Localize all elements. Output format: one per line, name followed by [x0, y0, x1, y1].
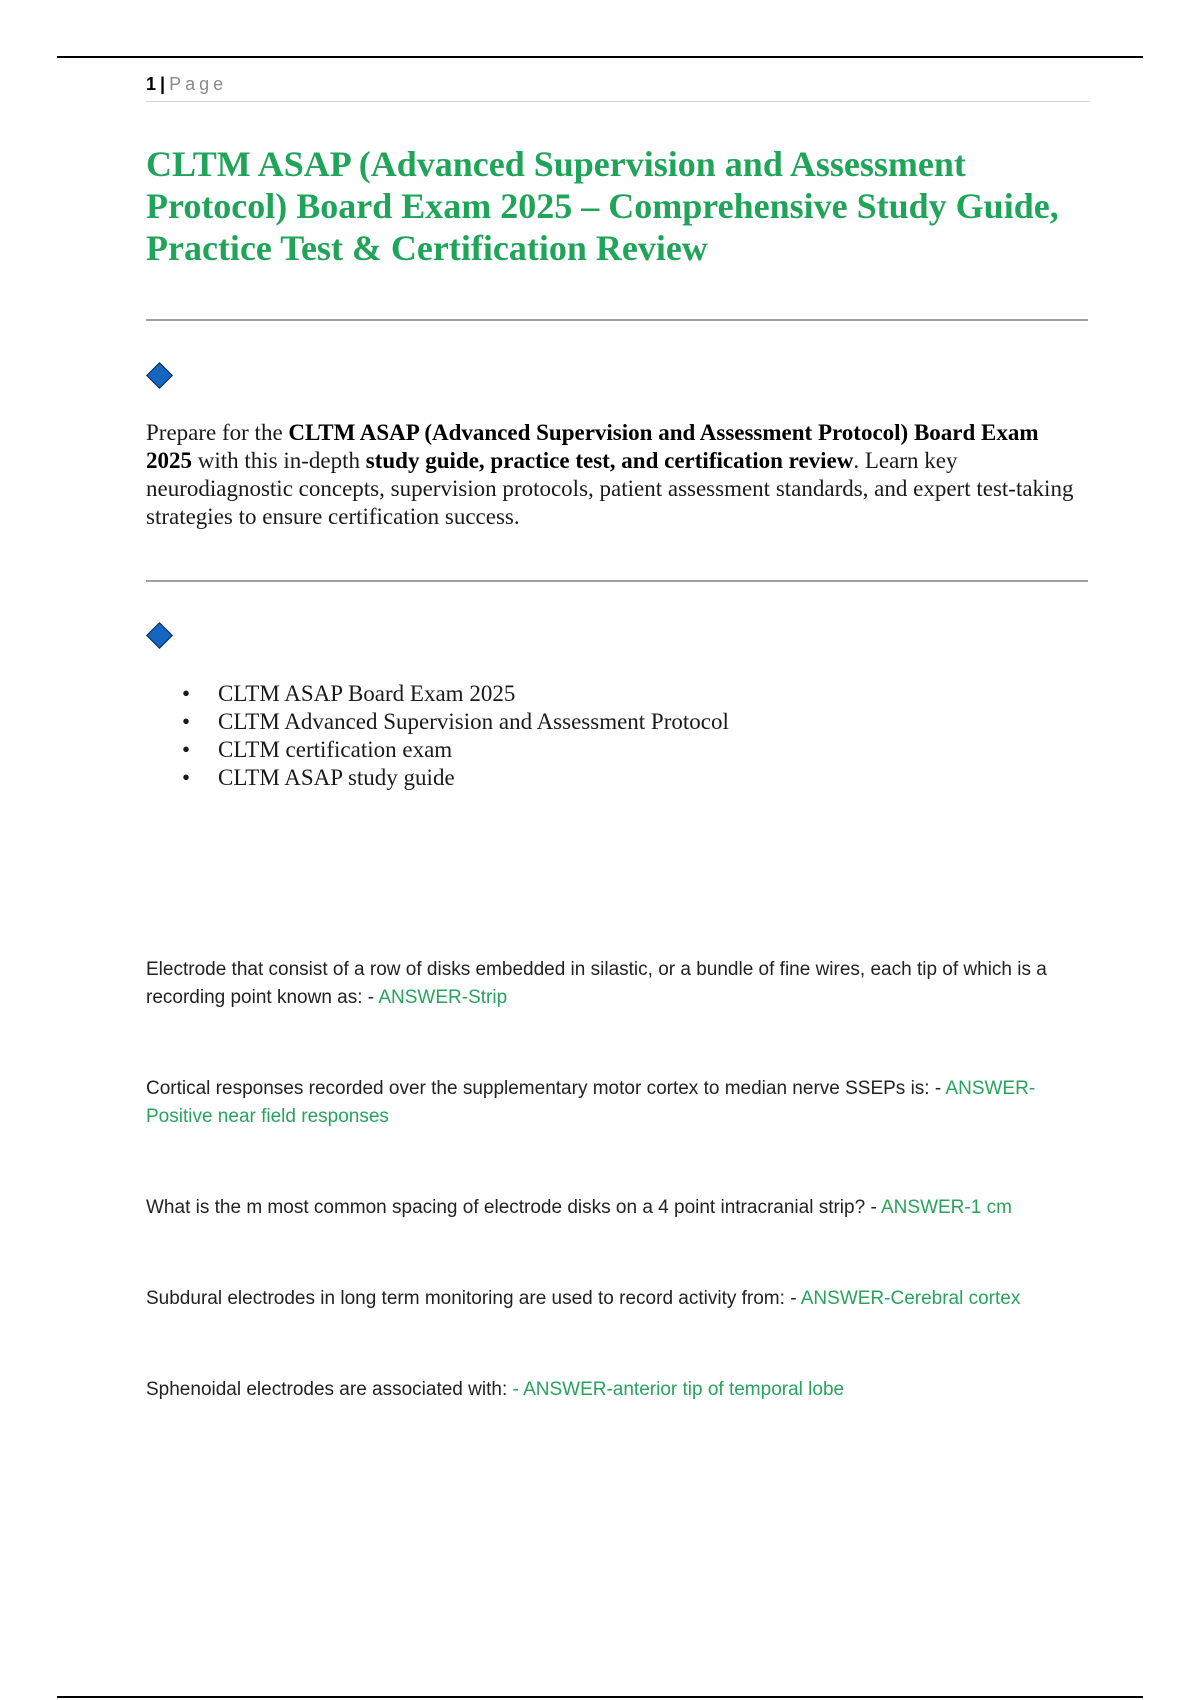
answer-text: - ANSWER-anterior tip of temporal lobe — [512, 1379, 845, 1400]
question-text: Electrode that consist of a row of disks embedded in silastic, or a bundle of fine wires, each tip of which is a recording point known as: - — [146, 959, 1047, 1008]
keyword-text: CLTM certification exam — [218, 737, 453, 762]
keyword-list — [146, 680, 729, 792]
qa-item — [146, 956, 1090, 1012]
qa-item — [146, 1075, 1090, 1131]
bullet-icon: • — [182, 709, 191, 734]
keyword-text: CLTM ASAP study guide — [218, 765, 455, 790]
section-divider — [146, 319, 1088, 321]
qa-item — [146, 1285, 1090, 1313]
header-divider — [146, 101, 1090, 102]
list-item — [146, 736, 729, 764]
keyword-text: CLTM ASAP Board Exam 2025 — [218, 681, 516, 706]
qa-item — [146, 1194, 1090, 1222]
bullet-icon: • — [182, 681, 191, 706]
section-divider — [146, 580, 1088, 582]
answer-text: ANSWER-Strip — [378, 987, 508, 1008]
page-separator: | — [160, 74, 166, 94]
intro-text: . Learn key neurodiagnostic concepts, supervision protocols, patient assessment standards, and expert test-taking strategies to ensure certification success. — [146, 448, 1074, 529]
blue-diamond-icon — [146, 622, 173, 649]
bullet-icon: • — [182, 737, 191, 762]
qa-item — [146, 1376, 1090, 1404]
answer-text: ANSWER-1 cm — [881, 1197, 1012, 1218]
page-number: 1 — [146, 74, 157, 94]
answer-text: ANSWER-Positive near field responses — [146, 1078, 1036, 1127]
page-bottom-border — [57, 1696, 1143, 1698]
blue-diamond-icon — [146, 362, 173, 389]
document-title: CLTM ASAP (Advanced Supervision and Assessment Protocol) Board Exam 2025 – Comprehensive Study Guide, Practice Test & Certification Review — [146, 144, 1059, 268]
intro-bold-resources: study guide, practice test, and certification review — [365, 448, 854, 473]
list-item — [146, 764, 729, 792]
question-text: Cortical responses recorded over the supplementary motor cortex to median nerve SSEPs is: - — [146, 1078, 946, 1099]
intro-text: Prepare for the — [146, 420, 289, 445]
page-label: Page — [169, 74, 228, 94]
page-header — [146, 74, 1090, 95]
list-item — [146, 680, 729, 708]
intro-bold-exam-name: CLTM ASAP (Advanced Supervision and Assessment Protocol) Board Exam 2025 — [146, 420, 1039, 473]
page-top-border — [57, 56, 1143, 58]
keyword-text: CLTM Advanced Supervision and Assessment Protocol — [218, 709, 729, 734]
intro-text: with this in-depth — [192, 448, 366, 473]
bullet-icon: • — [182, 765, 191, 790]
intro-paragraph — [146, 419, 1076, 531]
question-text: What is the m most common spacing of electrode disks on a 4 point intracranial strip? - — [146, 1197, 881, 1218]
list-item — [146, 708, 729, 736]
answer-text: ANSWER-Cerebral cortex — [800, 1288, 1021, 1309]
question-text: Sphenoidal electrodes are associated with: — [146, 1379, 513, 1400]
question-text: Subdural electrodes in long term monitoring are used to record activity from: - — [146, 1288, 801, 1309]
